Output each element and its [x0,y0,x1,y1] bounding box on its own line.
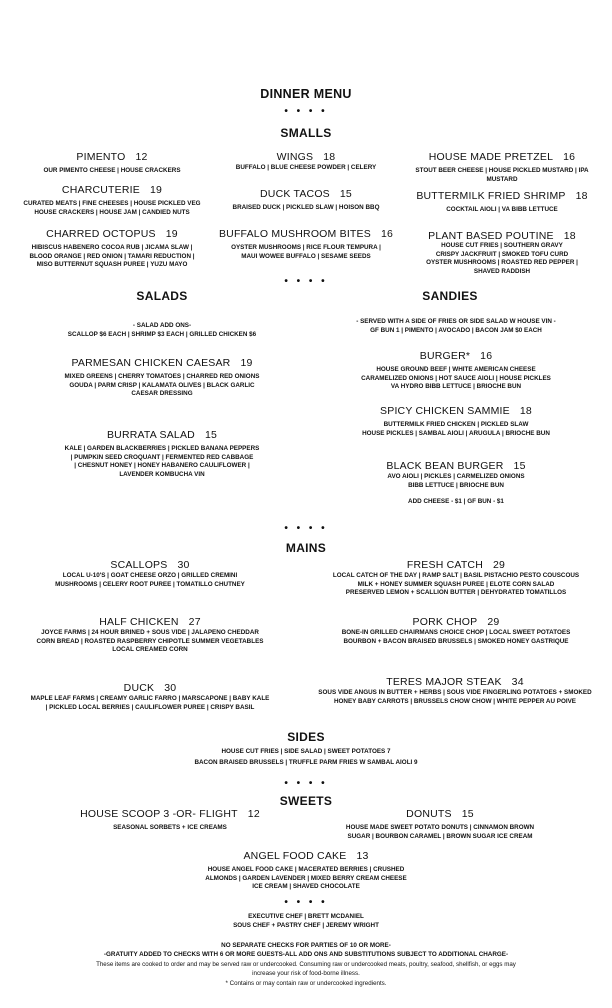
divider: • • • • [284,523,328,534]
item-price: 18 [563,230,576,242]
item-desc: LAVENDER KOMBUCHA VIN [119,470,205,478]
footer-disclaimer: increase your risk of food-borne illness. [252,969,360,977]
item-name: CHARRED OCTOPUS [46,228,156,240]
menu-item-burrata [14,429,310,479]
item-desc: OYSTER MUSHROOMS | ROASTED RED PEPPER | [426,259,578,267]
menu-item-burger [310,350,602,392]
item-name: CHARCUTERIE [61,184,140,196]
item-price: 18 [575,190,588,202]
item-desc: BIBB LETTUCE | BRIOCHE BUN [408,481,504,489]
menu-item-poutine [402,230,602,276]
item-desc: HOUSE CUT FRIES | SOUTHERN GRAVY [441,242,563,249]
footer [0,942,612,989]
executive-chef: EXECUTIVE CHEF | BRETT MCDANIEL [248,913,364,920]
item-desc: MISO BUTTERNUT SQUASH PUREE | YUZU MAYO [36,261,188,269]
item-desc: BONE-IN GRILLED CHAIRMANS CHOICE CHOP | LOCAL SWEET POTATOES [341,629,571,636]
menu-item-duck-tacos [210,188,402,213]
item-desc: KALE | GARDEN BLACKBERRIES | PICKLED BANANA PEPPERS [64,445,260,452]
item-desc: SEASONAL SORBETS + ICE CREAMS [113,824,227,831]
menu-item-teres-major [300,676,610,706]
item-name: DUCK TACOS [260,188,330,200]
item-desc: CORN BREAD | ROASTED RASPBERRY CHIPOTLE SUMMER VEGETABLES [36,637,264,645]
addons-list: SCALLOP $6 EACH | SHRIMP $3 EACH | GRILLED CHICKEN $6 [67,330,257,338]
menu-item-pimento [20,151,204,176]
item-desc: SOUS VIDE ANGUS IN BUTTER + HERBS | SOUS VIDE FINGERLING POTATOES + SMOKED [318,689,592,696]
menu-item-scallops [20,559,280,589]
chef-credits [0,913,612,930]
item-desc: JOYCE FARMS | 24 HOUR BRINED + SOUS VIDE | JALAPENO CHEDDAR [41,629,259,636]
section-smalls: SMALLS [280,126,332,140]
item-desc: MAPLE LEAF FARMS | CREAMY GARLIC FARRO | MARSCAPONE | BABY KALE [30,695,270,702]
item-desc: MUSTARD [486,175,518,183]
item-name: HOUSE MADE PRETZEL [428,151,554,163]
item-desc: MAUI WOWEE BUFFALO | SESAME SEEDS [241,252,371,260]
item-desc: SHAVED RADDISH [473,267,531,275]
page-title: DINNER MENU [260,87,352,101]
item-price: 16 [563,151,576,163]
item-price: 12 [247,808,260,820]
item-price: 27 [188,616,201,628]
item-price: 29 [493,559,506,571]
footer-gratuity: -GRATUITY ADDED TO CHECKS WITH 6 OR MORE GUESTS-ALL ADD ONS AND SUBSTITUTIONS SUBJECT TO ADDITIONAL CHARGE- [103,950,509,958]
item-name: BURGER* [419,350,471,362]
item-price: 19 [149,184,163,196]
item-name: DUCK [123,682,155,694]
item-desc: AVO AIOLI | PICKLES | CARMELIZED ONIONS [387,473,525,480]
item-desc: BOURBON + BACON BRAISED BRUSSELS | SMOKED HONEY GASTRIQUE [343,637,569,645]
item-price: 15 [513,460,526,472]
item-desc: | PICKLED LOCAL BERRIES | CAULIFLOWER PUREE | CRISPY BASIL [45,703,255,711]
item-price: 16 [480,350,493,362]
item-name: WINGS [276,151,314,163]
menu-item-caesar [14,357,310,399]
item-name: PARMESAN CHICKEN CAESAR [71,357,231,369]
item-desc: BUFFALO | BLUE CHEESE POWDER | CELERY [235,164,377,171]
item-price: 16 [380,228,394,240]
menu-item-black-bean [310,460,602,490]
item-desc: ALMONDS | GARDEN LAVENDER | MIXED BERRY CREAM CHEESE [205,874,407,882]
sandies-note [310,318,602,335]
item-desc: HIBISCUS HABENERO COCOA RUB | JICAMA SLAW | [31,244,193,251]
item-desc: MIXED GREENS | CHERRY TOMATOES | CHARRED RED ONIONS [64,373,260,380]
item-name: BURRATA SALAD [106,429,195,441]
menu-item-charcuterie [14,184,210,217]
section-sweets: SWEETS [279,794,333,808]
item-price: 15 [339,188,352,200]
sous-chef: SOUS CHEF + PASTRY CHEF | JEREMY WRIGHT [233,921,379,929]
salad-addons [14,322,310,339]
item-price: 18 [519,405,532,417]
item-desc: CURATED MEATS | FINE CHEESES | HOUSE PICKLED VEG [23,200,201,207]
menu-item-shrimp [402,190,602,215]
sandies-extras: ADD CHEESE - $1 | GF BUN - $1 [408,498,504,505]
item-desc: VA HYDRO BIBB LETTUCE | BRIOCHE BUN [390,383,522,391]
section-sides: SIDES [287,730,325,744]
item-desc: | PUMPKIN SEED CROQUANT | FERMENTED RED CABBAGE [70,453,254,461]
item-desc: CAESAR DRESSING [131,390,193,398]
item-name: HALF CHICKEN [99,616,179,628]
item-desc: LOCAL CATCH OF THE DAY | RAMP SALT | BASIL PISTACHIO PESTO COUSCOUS [332,572,580,579]
menu-item-octopus [14,228,210,270]
sandies-note-line: GF BUN 1 | PIMENTO | AVOCADO | BACON JAM $0 EACH [370,326,542,334]
item-name: SCALLOPS [110,559,168,571]
item-name: SPICY CHICKEN SAMMIE [380,405,510,417]
menu-item-donuts [300,808,580,841]
item-desc: CARAMELIZED ONIONS | HOT SAUCE AIOLI | HOUSE PICKLES [361,374,551,382]
footer-disclaimer: These items are cooked to order and may be served raw or undercooked. Consuming raw or undercooked meats, poultry, seafood, shellfish, or eggs may [96,961,516,969]
item-name: HOUSE SCOOP 3 -OR- FLIGHT [80,808,238,820]
item-price: 34 [511,676,524,688]
sandies-note-line: - SERVED WITH A SIDE OF FRIES OR SIDE SALAD W HOUSE VIN - [356,318,556,325]
item-price: 19 [240,357,253,369]
divider: • • • • [284,897,328,908]
menu-item-house-scoop [40,808,300,833]
menu-item-pretzel [402,151,602,184]
menu-item-fresh-catch [306,559,606,598]
item-name: ANGEL FOOD CAKE [243,850,347,862]
item-desc: BRAISED DUCK | PICKLED SLAW | HOISON BBQ [232,204,380,211]
item-desc: LOCAL U-10'S | GOAT CHEESE ORZO | GRILLED CREMINI [62,572,238,579]
menu-item-duck [14,682,286,712]
section-sandies: SANDIES [422,289,478,303]
item-name: PORK CHOP [412,616,478,628]
item-desc: MUSHROOMS | CELERY ROOT PUREE | TOMATILLO CHUTNEY [55,580,245,588]
item-desc: BLOOD ORANGE | RED ONION | TAMARI REDUCTION | [29,252,195,260]
item-desc: SUGAR | BOURBON CARAMEL | BROWN SUGAR ICE CREAM [347,832,533,840]
item-desc: ICE CREAM | SHAVED CHOCOLATE [252,883,360,891]
item-name: BUFFALO MUSHROOM BITES [218,228,371,240]
sides-line: BACON BRAISED BRUSSELS | TRUFFLE PARM FRIES W SAMBAL AIOLI 9 [194,758,418,766]
item-price: 29 [487,616,500,628]
sides-line: HOUSE CUT FRIES | SIDE SALAD | SWEET POTATOES 7 [221,748,391,755]
item-desc: GOUDA | PARM CRISP | KALAMATA OLIVES | BLACK GARLIC [69,381,255,389]
item-desc: HOUSE CRACKERS | HOUSE JAM | CANDIED NUTS [34,208,190,216]
section-salads: SALADS [136,289,188,303]
item-desc: HONEY BABY CARROTS | BRUSSELS CHOW CHOW | WHITE PEPPER AU POIVE [333,697,576,705]
menu-item-spicy-chicken [310,405,602,438]
item-name: TERES MAJOR STEAK [386,676,502,688]
item-desc: PRESERVED LEMON + SCALLION BUTTER | DEHYDRATED TOMATILLOS [345,589,567,597]
item-price: 30 [164,682,177,694]
section-mains: MAINS [285,541,327,555]
item-price: 15 [204,429,218,441]
item-desc: COCKTAIL AIOLI | VA BIBB LETTUCE [446,206,558,213]
item-name: DONUTS [406,808,452,820]
addons-title: - SALAD ADD ONS- [132,322,192,329]
footer-policy: NO SEPARATE CHECKS FOR PARTIES OF 10 OR MORE- [221,942,391,949]
divider: • • • • [284,778,328,789]
item-desc: STOUT BEER CHEESE | HOUSE PICKLED MUSTARD | IPA [415,167,589,174]
menu-item-mushroom-bites [210,228,402,261]
item-desc: MILK + HONEY SUMMER SQUASH PUREE | ELOTE CORN SALAD [357,580,555,588]
item-price: 18 [323,151,336,163]
item-desc: OUR PIMENTO CHEESE | HOUSE CRACKERS [43,167,181,174]
item-desc: HOUSE GROUND BEEF | WHITE AMERICAN CHEESE [376,366,536,373]
item-price: 15 [461,808,474,820]
item-desc: HOUSE MADE SWEET POTATO DONUTS | CINNAMON BROWN [345,824,535,831]
item-price: 13 [356,850,369,862]
item-name: BLACK BEAN BURGER [386,460,504,472]
item-price: 12 [135,151,148,163]
item-name: PLANT BASED POUTINE [428,230,554,242]
menu-item-angel-food-cake [150,850,462,892]
item-desc: OYSTER MUSHROOMS | RICE FLOUR TEMPURA | [231,244,381,251]
item-desc: BUTTERMILK FRIED CHICKEN | PICKLED SLAW [383,421,529,428]
divider: • • • • [284,276,328,287]
footer-asterisk: * Contains or may contain raw or undercooked ingredients. [225,980,387,988]
item-desc: LOCAL CREAMED CORN [112,646,188,654]
menu-item-half-chicken [14,616,286,655]
item-desc: HOUSE ANGEL FOOD CAKE | MACERATED BERRIES | CRUSHED [207,866,405,873]
item-name: BUTTERMILK FRIED SHRIMP [416,190,566,202]
item-desc: CRISPY JACKFRUIT | SMOKED TOFU CURD [435,250,569,258]
sides-list [0,748,612,767]
item-name: FRESH CATCH [406,559,483,571]
divider: • • • • [284,106,328,117]
menu-item-pork-chop [306,616,606,646]
item-name: PIMENTO [76,151,126,163]
item-price: 19 [165,228,178,240]
item-desc: | CHESNUT HONEY | HONEY HABANERO CAULIFLOWER | [74,462,250,470]
item-price: 30 [177,559,190,571]
item-desc: HOUSE PICKLES | SAMBAL AIOLI | ARUGULA | BRIOCHE BUN [362,429,550,437]
menu-item-wings [210,151,402,173]
